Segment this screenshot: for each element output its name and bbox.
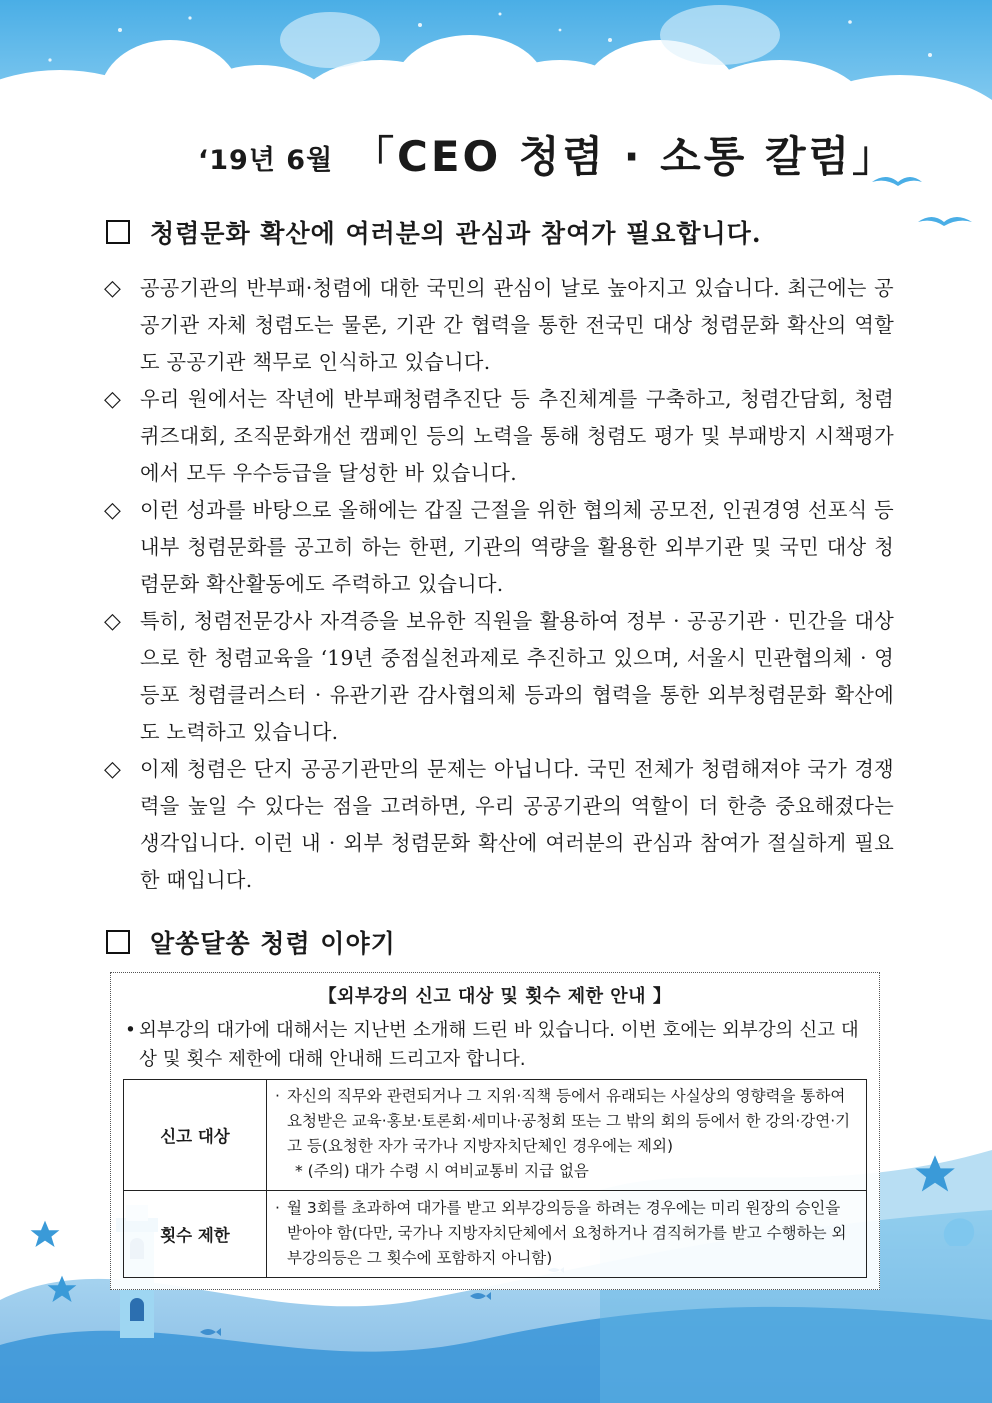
list-item xyxy=(104,381,894,492)
column-date: ‘19년 6월 xyxy=(198,145,334,176)
list-item xyxy=(104,492,894,603)
diamond-bullet-icon: ◇ xyxy=(104,276,121,301)
row-value xyxy=(267,1191,867,1278)
row-label: 신고 대상 xyxy=(124,1080,267,1191)
checkbox-icon xyxy=(106,220,130,244)
column-body xyxy=(104,270,894,899)
dot-bullet-icon: • xyxy=(125,1020,136,1041)
dot-bullet-icon: · xyxy=(275,1087,280,1105)
paragraph: 공공기관의 반부패·청렴에 대한 국민의 관심이 날로 높아지고 있습니다. 최근에는 공공기관 자체 청렴도는 물론, 기관 간 협력을 통한 전국민 대상 청렴문화 확산의 역할도 공공기관 책무로 인식하고 있습니다. xyxy=(140,276,894,374)
list-item xyxy=(104,603,894,751)
list-item xyxy=(104,270,894,381)
box-intro xyxy=(125,1016,863,1074)
checkbox-icon xyxy=(106,930,130,954)
row-label: 횟수 제한 xyxy=(124,1191,267,1278)
rules-table xyxy=(123,1079,867,1278)
paragraph: 특히, 청렴전문강사 자격증을 보유한 직원을 활용하여 정부 · 공공기관 · 민간을 대상으로 한 청렴교육을 ‘19년 중점실천과제로 추진하고 있으며, 서울시 민관협의체 · 영등포 청렴클러스터 · 유관기관 감사협의체 등과의 협력을 통한 외부청렴문화 확산에도 노력하고 있습니다. xyxy=(140,609,894,744)
box-title: 【외부강의 신고 대상 및 횟수 제한 안내 】 xyxy=(318,986,672,1007)
diamond-bullet-icon: ◇ xyxy=(104,387,121,412)
info-box xyxy=(110,972,880,1290)
box-intro-text: 외부강의 대가에 대해서는 지난번 소개해 드린 바 있습니다. 이번 호에는 외부강의 신고 대상 및 횟수 제한에 대해 안내해 드리고자 합니다. xyxy=(139,1020,859,1070)
section-heading-text: 알쏭달쏭 청렴 이야기 xyxy=(150,929,396,958)
row-text: 자신의 직무와 관련되거나 그 지위·직책 등에서 유래되는 사실상의 영향력을 통하여 요청받은 교육·홍보·토론회·세미나·공청회 또는 그 밖의 회의 등에서 한 강의·강연·기고 등(요청한 자가 국가나 지방자치단체인 경우에는 제외) xyxy=(287,1087,851,1155)
paragraph: 이제 청렴은 단지 공공기관만의 문제는 아닙니다. 국민 전체가 청렴해져야 국가 경쟁력을 높일 수 있다는 점을 고려하면, 우리 공공기관의 역할이 더 한층 중요해졌다는 생각입니다. 이런 내 · 외부 청렴문화 확산에 여러분의 관심과 참여가 절실하게 필요한 때입니다. xyxy=(140,757,894,892)
row-value xyxy=(267,1080,867,1191)
section-heading-text: 청렴문화 확산에 여러분의 관심과 참여가 필요합니다. xyxy=(150,219,762,248)
paragraph: 이런 성과를 바탕으로 올해에는 갑질 근절을 위한 협의체 공모전, 인권경영 선포식 등 내부 청렴문화를 공고히 하는 한편, 기관의 역량을 활용한 외부기관 및 국민 대상 청렴문화 확산활동에도 주력하고 있습니다. xyxy=(140,498,894,596)
row-note: * (주의) 대가 수령 시 여비교통비 지급 없음 xyxy=(295,1162,589,1180)
row-text: 월 3회를 초과하여 대가를 받고 외부강의등을 하려는 경우에는 미리 원장의 승인을 받아야 함(다만, 국가나 지방자치단체에서 요청하거나 겸직허가를 받고 수행하는 외부강의등은 그 횟수에 포함하지 아니함) xyxy=(287,1198,847,1267)
section-heading-1 xyxy=(106,214,762,250)
dot-bullet-icon: · xyxy=(275,1198,280,1217)
table-row xyxy=(124,1080,867,1191)
diamond-bullet-icon: ◇ xyxy=(104,757,121,782)
paragraph: 우리 원에서는 작년에 반부패청렴추진단 등 추진체계를 구축하고, 청렴간담회, 청렴퀴즈대회, 조직문화개선 캠페인 등의 노력을 통해 청렴도 평가 및 부패방지 시책평가에서 모두 우수등급을 달성한 바 있습니다. xyxy=(140,387,894,485)
diamond-bullet-icon: ◇ xyxy=(104,609,121,634)
section-heading-2 xyxy=(106,924,396,960)
diamond-bullet-icon: ◇ xyxy=(104,498,121,523)
header xyxy=(0,122,992,182)
page-title: 「CEO 청렴 · 소통 칼럼」 xyxy=(352,132,898,181)
list-item xyxy=(104,751,894,899)
table-row xyxy=(124,1191,867,1278)
